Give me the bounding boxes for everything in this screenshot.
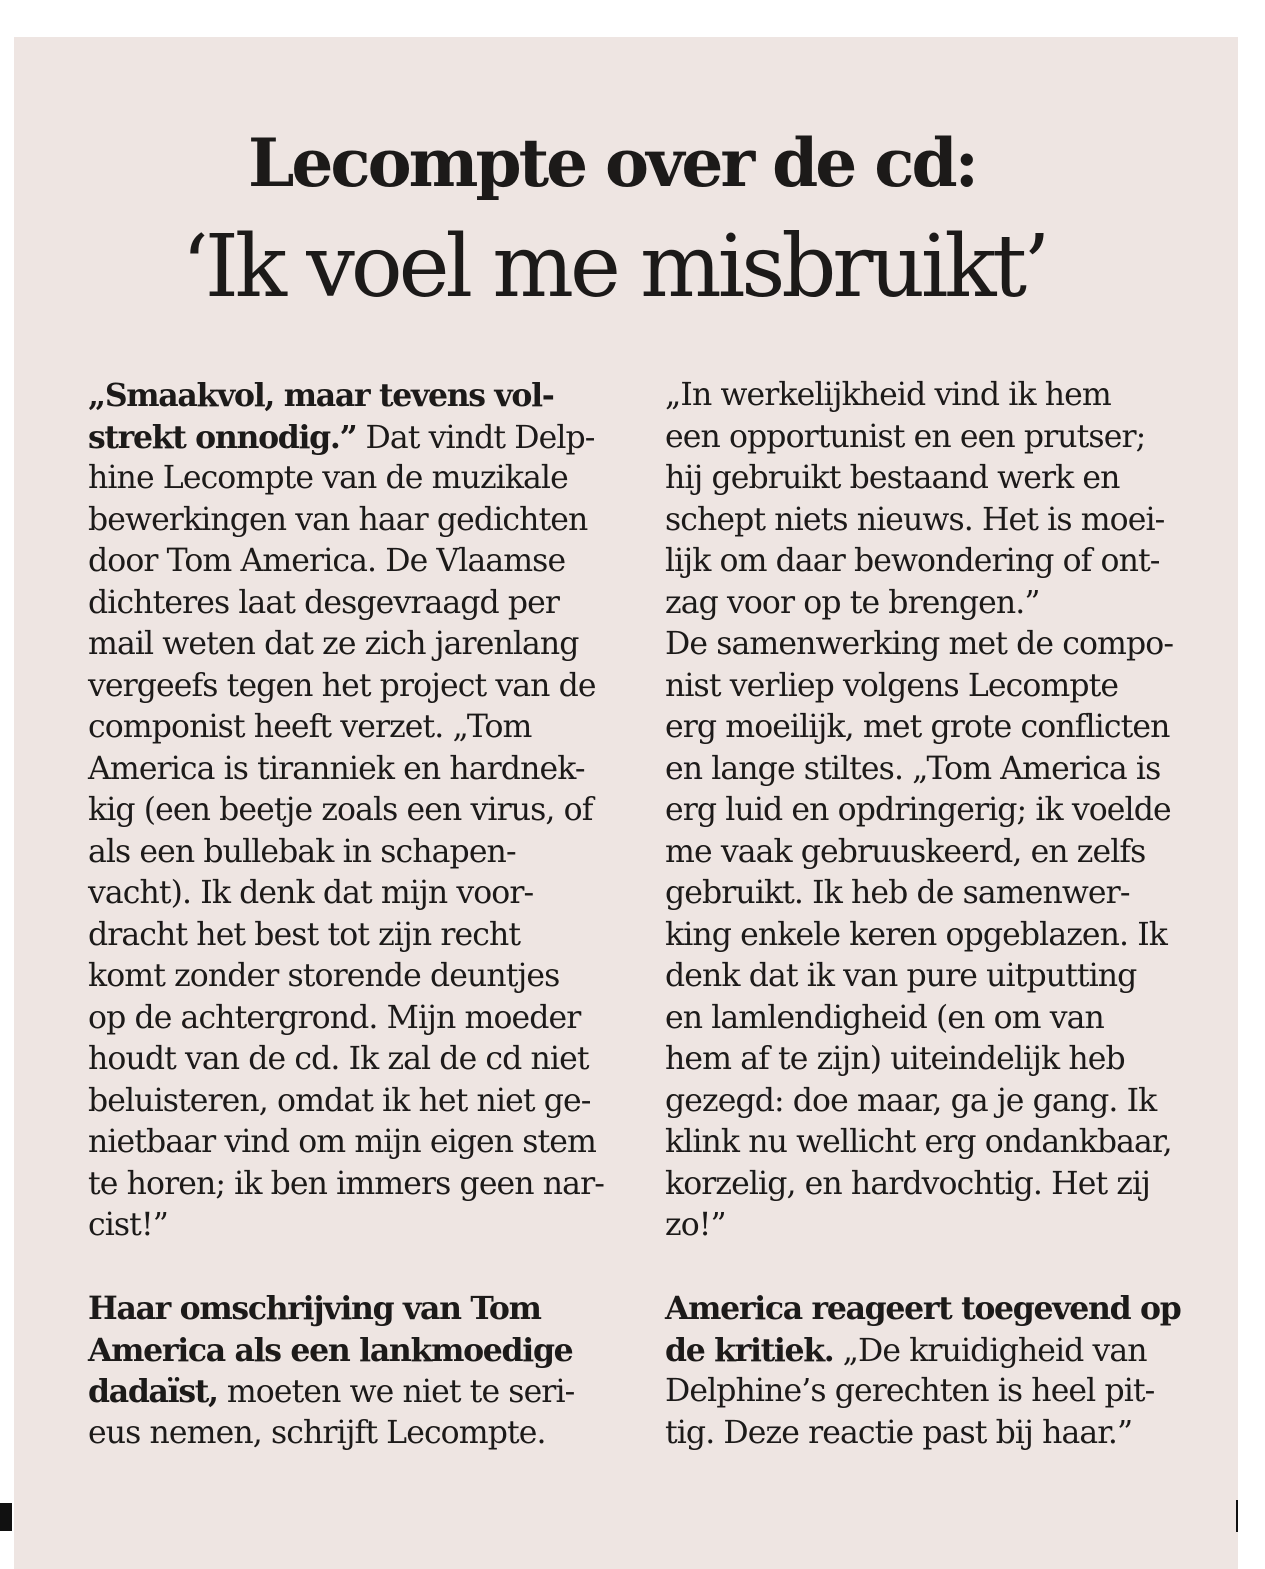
body-text: schept niets nieuws. Het is moei- xyxy=(665,501,1165,538)
right-paragraph-2 xyxy=(665,1288,1225,1454)
text-line xyxy=(665,749,1225,791)
body-text: Dat vindt Delp- xyxy=(356,419,595,456)
body-text: een opportunist en een prutser; xyxy=(665,418,1146,455)
body-text: beluisteren, omdat ik het niet ge- xyxy=(88,1082,591,1119)
body-text: lijk om daar bewondering of ont- xyxy=(665,543,1160,579)
body-text: zo!” xyxy=(665,1207,726,1243)
body-text: mail weten dat ze zich jarenlang xyxy=(88,626,579,662)
body-text: erg luid en opdringerig; ik voelde xyxy=(665,792,1171,828)
text-line xyxy=(665,458,1225,500)
body-text: op de achtergrond. Mijn moeder xyxy=(88,999,581,1036)
body-text: eus nemen, schrijft Lecompte. xyxy=(88,1414,546,1451)
text-line xyxy=(665,873,1225,915)
bold-lead-in: dadaïst, xyxy=(88,1373,218,1410)
text-line xyxy=(665,998,1225,1040)
text-line xyxy=(88,1288,648,1330)
text-line xyxy=(665,1205,1225,1247)
text-line xyxy=(665,832,1225,874)
body-text: dichteres laat desgevraagd per xyxy=(88,584,560,621)
text-line xyxy=(665,583,1225,625)
body-text: gebruikt. Ik heb de samenwer- xyxy=(665,875,1130,911)
bold-lead-in: America als een lankmoedige xyxy=(88,1331,573,1369)
bold-lead-in: Haar omschrijving van Tom xyxy=(88,1290,541,1327)
body-text: hij gebruikt bestaand werk en xyxy=(665,460,1120,496)
body-text: korzelig, en hardvochtig. Het zij xyxy=(665,1165,1151,1202)
paragraph-gap xyxy=(665,1247,1225,1289)
text-line xyxy=(88,1122,648,1164)
text-line xyxy=(88,832,648,874)
left-paragraph-2 xyxy=(88,1288,648,1454)
body-text: me vaak gebruuskeerd, en zelfs xyxy=(665,833,1146,870)
paragraph-gap xyxy=(88,1247,648,1289)
body-text: De samenwerking met de compo- xyxy=(665,626,1174,662)
text-line xyxy=(665,1288,1225,1330)
body-text: vacht). Ik denk dat mijn voor- xyxy=(88,875,534,911)
text-line xyxy=(665,1330,1225,1372)
text-line xyxy=(88,1081,648,1123)
body-text: bewerkingen van haar gedichten xyxy=(88,501,588,538)
body-text: America is tiranniek en hardnek- xyxy=(88,750,585,787)
text-line xyxy=(88,1039,648,1081)
body-text: „De kruidigheid van xyxy=(833,1332,1147,1369)
text-line xyxy=(665,790,1225,832)
body-text: nist verliep volgens Lecompte xyxy=(665,667,1119,704)
body-text: componist heeft verzet. „Tom xyxy=(88,709,532,745)
left-paragraph-1 xyxy=(88,375,648,1247)
text-line xyxy=(665,1039,1225,1081)
body-text: houdt van de cd. Ik zal de cd niet xyxy=(88,1041,589,1077)
body-text: moeten we niet te seri- xyxy=(217,1374,575,1410)
text-line xyxy=(88,873,648,915)
text-line xyxy=(665,666,1225,708)
text-line xyxy=(665,1371,1225,1413)
body-text: hine Lecompte van de muzikale xyxy=(88,460,568,496)
text-line xyxy=(88,583,648,625)
text-line xyxy=(665,956,1225,998)
text-line xyxy=(88,1164,648,1206)
text-line xyxy=(665,1122,1225,1164)
crop-mark-left xyxy=(0,1503,12,1531)
text-line xyxy=(665,541,1225,583)
article-panel xyxy=(14,37,1238,1569)
text-line xyxy=(88,375,648,417)
body-text: kig (een beetje zoals een virus, of xyxy=(88,792,593,828)
body-text: vergeefs tegen het project van de xyxy=(88,667,596,704)
body-text: king enkele keren opgeblazen. Ik xyxy=(665,916,1167,953)
bold-lead-in: America reageert toegevend op xyxy=(665,1290,1181,1327)
text-line xyxy=(88,458,648,500)
text-line xyxy=(665,707,1225,749)
body-text: cist!” xyxy=(88,1207,168,1243)
text-line xyxy=(88,1371,648,1413)
text-line xyxy=(88,417,648,459)
text-line xyxy=(665,624,1225,666)
text-line xyxy=(88,666,648,708)
body-text: denk dat ik van pure uitputting xyxy=(665,958,1137,994)
text-line xyxy=(88,707,648,749)
body-text: „In werkelijkheid vind ik hem xyxy=(665,377,1111,413)
body-text: en lange stiltes. „Tom America is xyxy=(665,750,1161,787)
text-line xyxy=(88,1413,648,1455)
text-line xyxy=(88,541,648,583)
bold-lead-in: de kritiek. xyxy=(665,1331,834,1369)
right-paragraph-1 xyxy=(665,375,1225,1247)
body-text: door Tom America. De Vlaamse xyxy=(88,543,566,579)
text-line xyxy=(88,1205,648,1247)
subhead: ‘Ik voel me misbruikt’ xyxy=(181,217,1047,317)
body-text: dracht het best tot zijn recht xyxy=(88,916,521,953)
body-text: tig. Deze reactie past bij haar.” xyxy=(665,1414,1133,1451)
text-line xyxy=(88,624,648,666)
body-text: zag voor op te brengen.” xyxy=(665,584,1040,621)
body-text: hem af te zijn) uiteindelijk heb xyxy=(665,1041,1125,1077)
text-line xyxy=(88,749,648,791)
body-text: en lamlendigheid (en om van xyxy=(665,999,1104,1036)
right-column xyxy=(665,375,1225,1454)
body-text: erg moeilijk, met grote conflicten xyxy=(665,709,1170,745)
text-line xyxy=(88,790,648,832)
crop-mark-right xyxy=(1236,1500,1238,1532)
text-line xyxy=(88,1330,648,1372)
left-column xyxy=(88,375,648,1454)
text-line xyxy=(665,1081,1225,1123)
text-line xyxy=(88,500,648,542)
text-line xyxy=(665,1413,1225,1455)
body-text: gezegd: doe maar, ga je gang. Ik xyxy=(665,1082,1157,1119)
body-text: te horen; ik ben immers geen nar- xyxy=(88,1165,604,1202)
text-line xyxy=(665,915,1225,957)
text-line xyxy=(665,500,1225,542)
text-line xyxy=(665,1164,1225,1206)
headline: Lecompte over de cd: xyxy=(248,124,976,202)
body-text: komt zonder storende deuntjes xyxy=(88,958,560,994)
text-line xyxy=(88,998,648,1040)
text-line xyxy=(88,915,648,957)
bold-lead-in: „Smaakvol, maar tevens vol- xyxy=(88,377,554,414)
text-line xyxy=(665,417,1225,459)
body-text: als een bullebak in schapen- xyxy=(88,833,516,870)
body-text: nietbaar vind om mijn eigen stem xyxy=(88,1124,597,1160)
text-line xyxy=(88,956,648,998)
text-line xyxy=(665,375,1225,417)
bold-lead-in: strekt onnodig.” xyxy=(88,418,357,456)
body-text: Delphine’s gerechten is heel pit- xyxy=(665,1373,1155,1409)
body-text: klink nu wellicht erg ondankbaar, xyxy=(665,1124,1172,1160)
